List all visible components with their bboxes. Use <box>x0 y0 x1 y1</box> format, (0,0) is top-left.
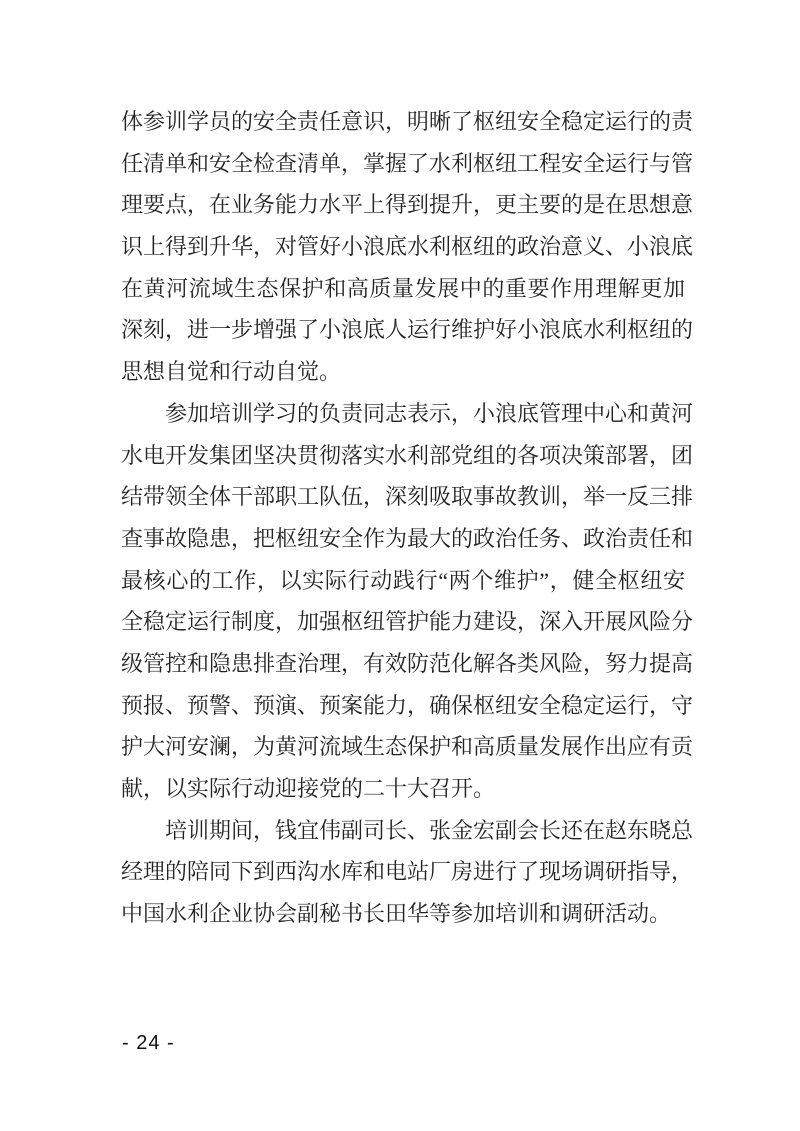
text-line: 在黄河流域生态保护和高质量发展中的重要作用理解更加 <box>121 275 685 301</box>
text-line: 经理的陪同下到西沟水库和电站厂房进行了现场调研指导， <box>121 859 694 885</box>
text-line: 参加培训学习的负责同志表示，小浪底管理中心和黄河 <box>165 400 694 426</box>
text-line: 查事故隐患，把枢纽安全作为最大的政治任务、政治责任和 <box>121 525 694 551</box>
text-line: 最核心的工作，以实际行动践行“两个维护”，健全枢纽安 <box>121 567 685 593</box>
text-line: 预报、预警、预演、预案能力，确保枢纽安全稳定运行，守 <box>121 692 694 718</box>
text-line: 献，以实际行动迎接党的二十大召开。 <box>121 776 496 801</box>
text-line: 体参训学员的安全责任意识，明晰了枢纽安全稳定运行的责 <box>121 109 694 134</box>
text-line: 识上得到升华，对管好小浪底水利枢纽的政治意义、小浪底 <box>121 234 694 260</box>
text-line: 中国水利企业协会副秘书长田华等参加培训和调研活动。 <box>121 901 672 927</box>
text-line: 培训期间，钱宜伟副司长、张金宏副会长还在赵东晓总 <box>165 817 694 843</box>
text-line: 结带领全体干部职工队伍，深刻吸取事故教训，举一反三排 <box>121 484 694 510</box>
text-line: 级管控和隐患排查治理，有效防范化解各类风险，努力提高 <box>121 650 694 676</box>
text-line: 理要点，在业务能力水平上得到提升，更主要的是在思想意 <box>121 192 694 218</box>
page-number: - 24 - <box>122 1032 175 1054</box>
text-line: 任清单和安全检查清单，掌握了水利枢纽工程安全运行与管 <box>121 150 694 176</box>
text-line: 全稳定运行制度，加强枢纽管护能力建设，深入开展风险分 <box>121 609 694 635</box>
text-line: 护大河安澜，为黄河流域生态保护和高质量发展作出应有贡 <box>121 734 694 760</box>
text-line: 深刻，进一步增强了小浪底人运行维护好小浪底水利枢纽的 <box>121 317 694 343</box>
text-line: 思想自觉和行动自觉。 <box>121 359 342 385</box>
document-body-text <box>121 101 694 935</box>
text-line: 水电开发集团坚决贯彻落实水利部党组的各项决策部署，团 <box>121 442 694 468</box>
